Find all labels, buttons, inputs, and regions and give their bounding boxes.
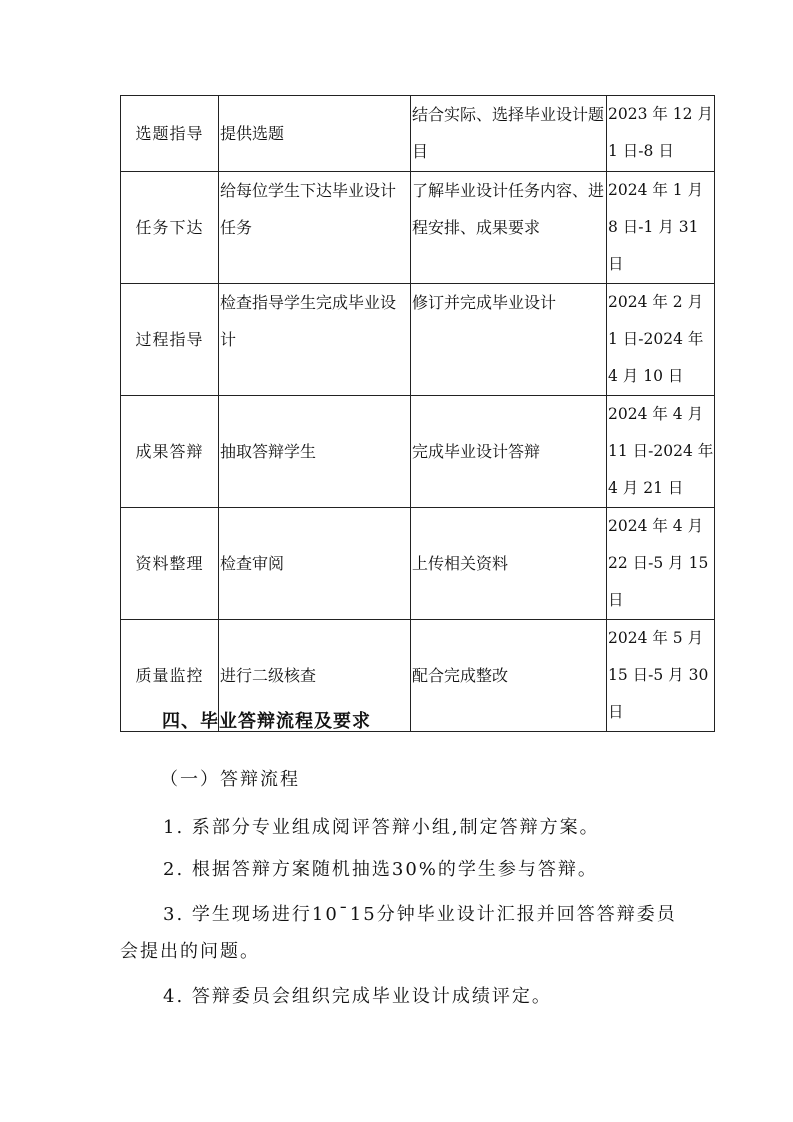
time-cell: 2024 年 1 月 8 日-1 月 31 日 <box>607 172 715 284</box>
phase-cell: 质量监控 <box>121 620 219 732</box>
student-task-cell: 修订并完成毕业设计 <box>411 284 607 396</box>
teacher-task-cell: 进行二级核查 <box>219 620 411 732</box>
table-row <box>121 284 715 396</box>
student-task-cell: 结合实际、选择毕业设计题目 <box>411 96 607 172</box>
time-cell: 2023 年 12 月 1 日-8 日 <box>607 96 715 172</box>
list-item: 2. 根据答辩方案随机抽选30%的学生参与答辩。 <box>163 859 598 880</box>
phase-cell: 资料整理 <box>121 508 219 620</box>
time-cell: 2024 年 2 月 1 日-2024 年 4 月 10 日 <box>607 284 715 396</box>
student-task-cell: 配合完成整改 <box>411 620 607 732</box>
student-task-cell: 了解毕业设计任务内容、进程安排、成果要求 <box>411 172 607 284</box>
teacher-task-cell: 给每位学生下达毕业设计任务 <box>219 172 411 284</box>
phase-cell: 选题指导 <box>121 96 219 172</box>
time-cell: 2024 年 4 月 22 日-5 月 15 日 <box>607 508 715 620</box>
phase-cell: 任务下达 <box>121 172 219 284</box>
time-cell: 2024 年 4 月 11 日-2024 年 4 月 21 日 <box>607 396 715 508</box>
list-item: 1. 系部分专业组成阅评答辩小组,制定答辩方案。 <box>163 817 600 838</box>
teacher-task-cell: 抽取答辩学生 <box>219 396 411 508</box>
list-item: 3. 学生现场进行10¯15分钟毕业设计汇报并回答答辩委员会提出的问题。 <box>120 904 677 962</box>
subsection-heading: （一）答辩流程 <box>160 769 300 790</box>
phase-cell: 过程指导 <box>121 284 219 396</box>
table-row <box>121 96 715 172</box>
table-row <box>121 508 715 620</box>
section-heading: 四、毕业答辩流程及要求 <box>162 711 371 732</box>
schedule-table <box>120 95 715 732</box>
student-task-cell: 上传相关资料 <box>411 508 607 620</box>
table-row <box>121 172 715 284</box>
table-row <box>121 396 715 508</box>
teacher-task-cell: 检查指导学生完成毕业设计 <box>219 284 411 396</box>
phase-cell: 成果答辩 <box>121 396 219 508</box>
teacher-task-cell: 提供选题 <box>219 96 411 172</box>
time-cell: 2024 年 5 月 15 日-5 月 30 日 <box>607 620 715 732</box>
student-task-cell: 完成毕业设计答辩 <box>411 396 607 508</box>
teacher-task-cell: 检查审阅 <box>219 508 411 620</box>
list-item: 4. 答辩委员会组织完成毕业设计成绩评定。 <box>163 986 552 1007</box>
